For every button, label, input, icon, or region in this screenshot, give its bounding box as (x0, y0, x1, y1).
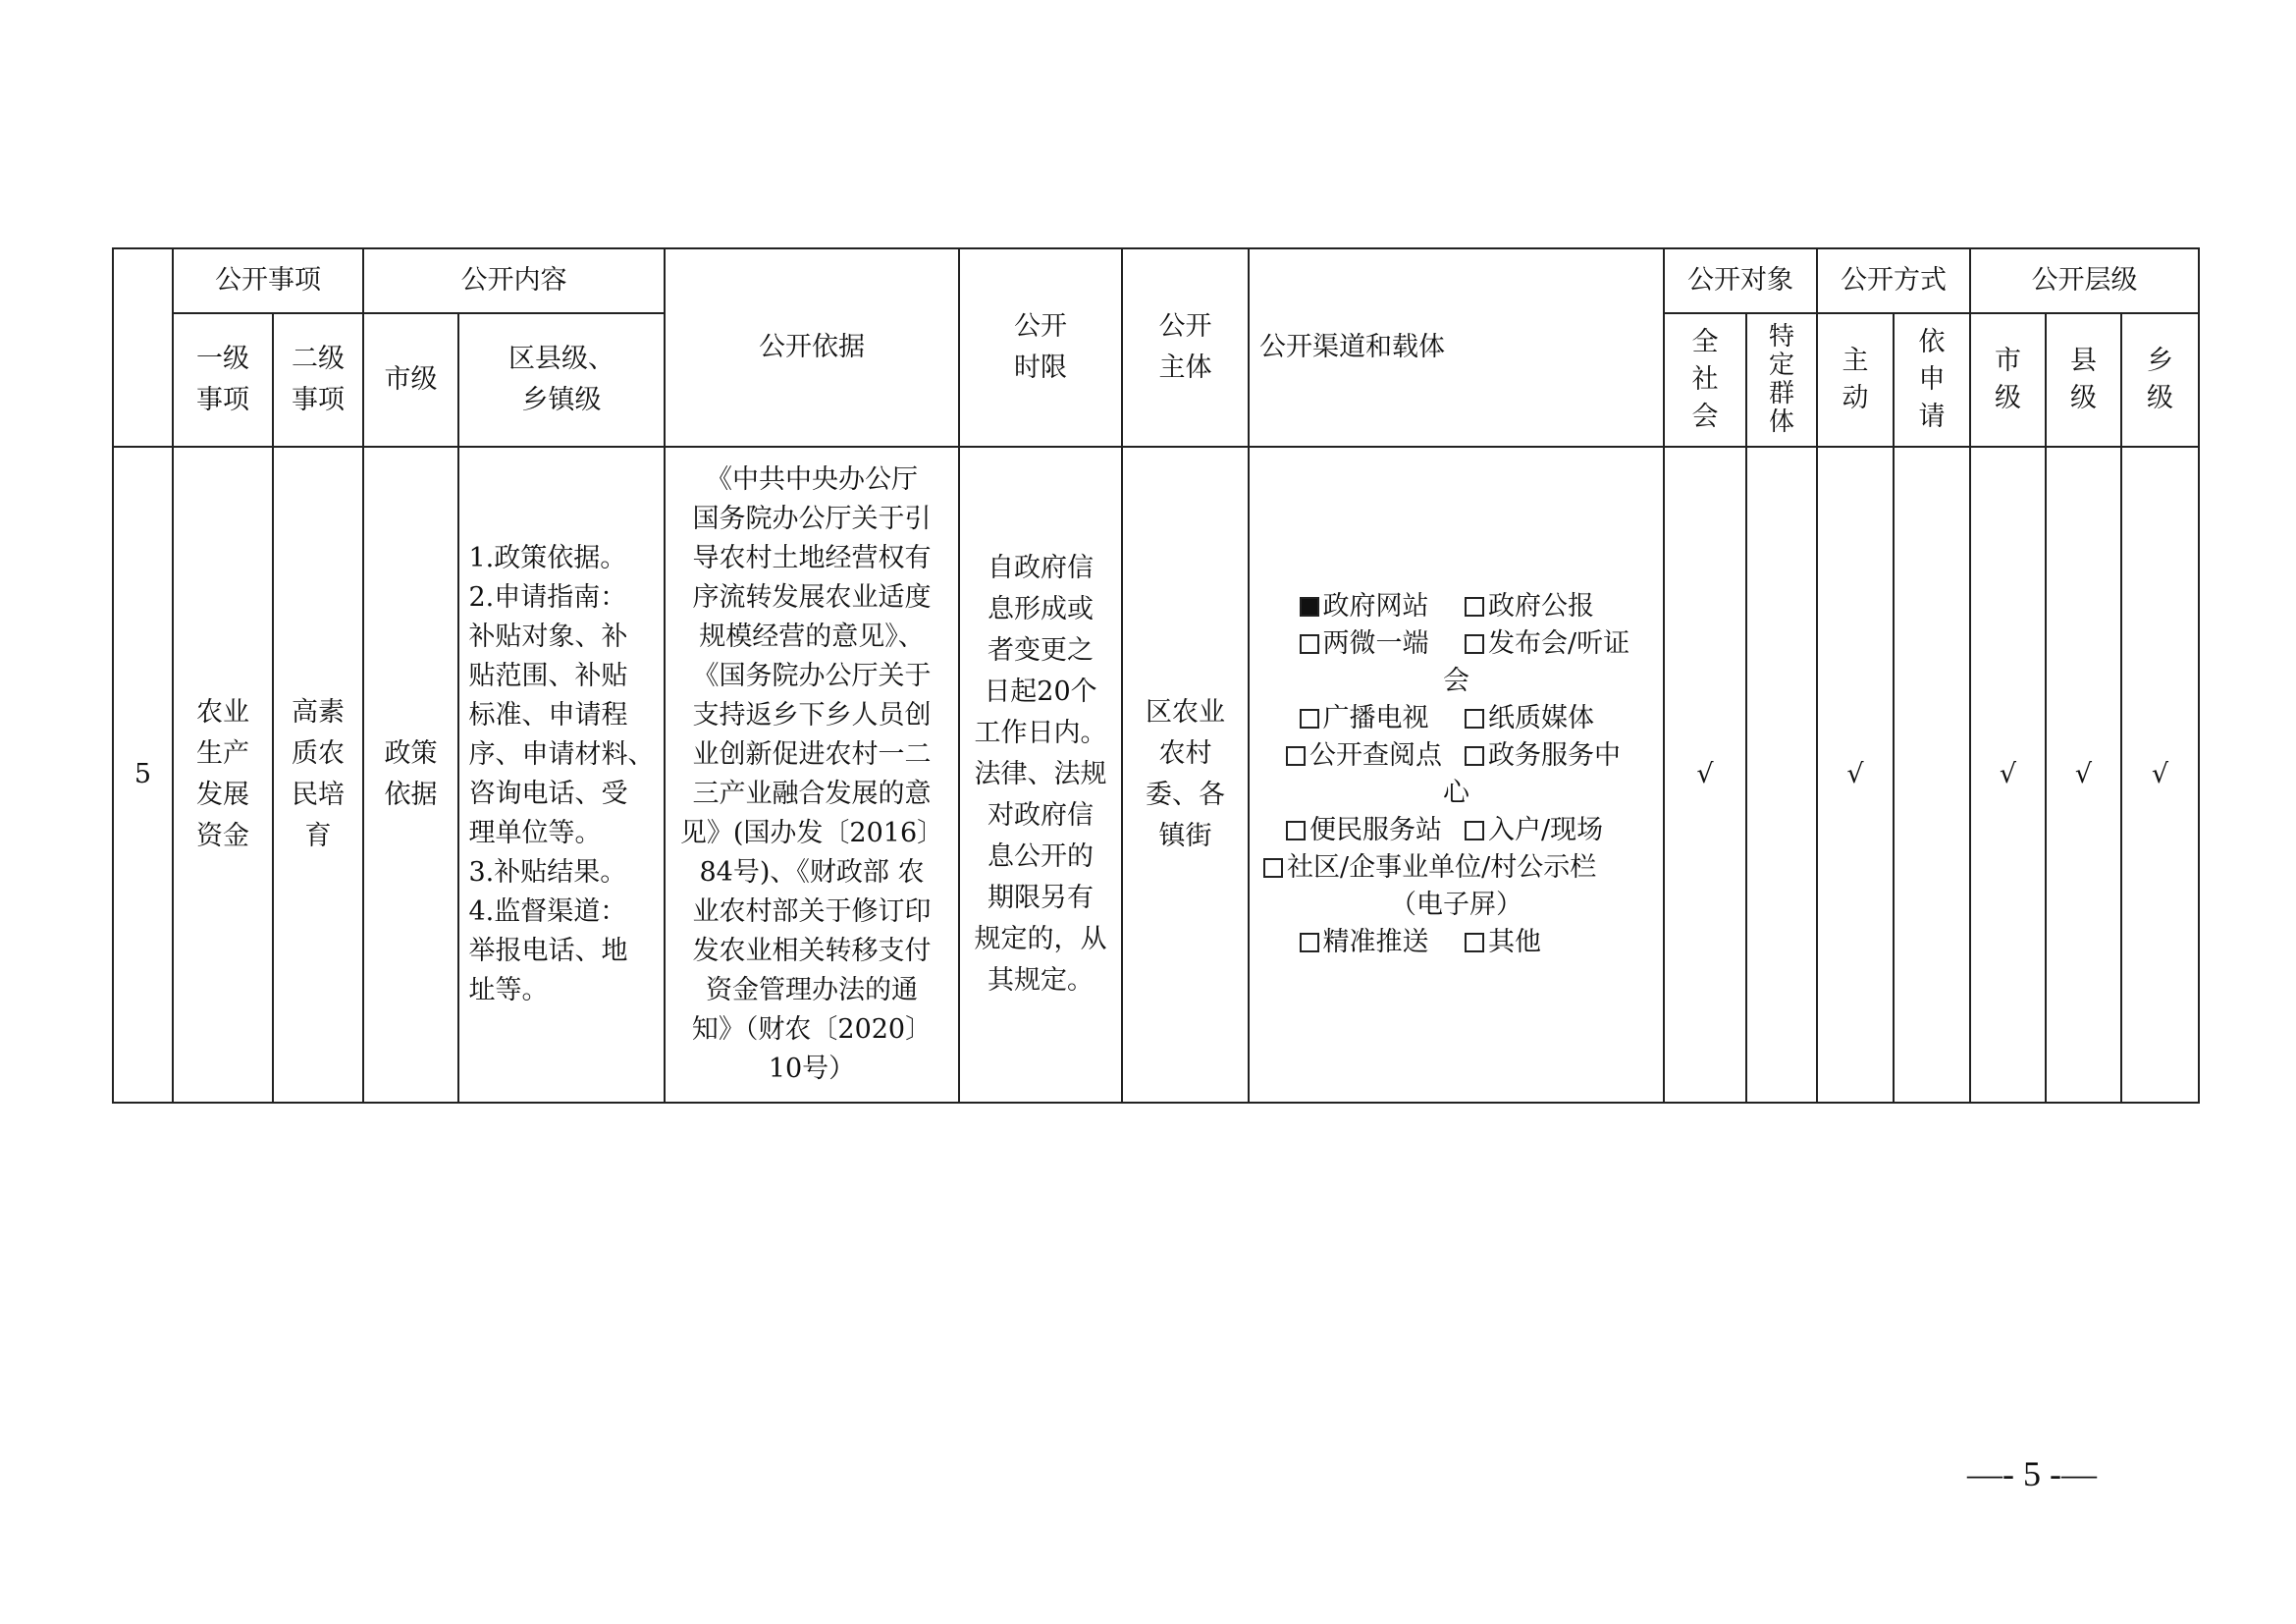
channel-item[interactable]: 便民服务站 (1263, 812, 1465, 849)
row-index: 5 (113, 447, 173, 1103)
header-gongkai-neirong: 公开内容 (363, 248, 665, 313)
channel-item[interactable]: 政府公报 (1465, 588, 1594, 625)
page-number: —- 5 -— (1967, 1454, 2097, 1493)
check-teding (1746, 447, 1817, 1103)
header-erji: 二级 事项 (273, 313, 363, 447)
channel-item[interactable]: 公开查阅点 (1263, 737, 1465, 775)
channel-wrap-text: 心 (1443, 778, 1469, 808)
channel-wrap-text: 会 (1443, 666, 1469, 696)
header-xian: 县 级 (2046, 313, 2121, 447)
header-gongkai-duixiang: 公开对象 (1664, 248, 1817, 313)
checkbox-empty-icon (1465, 597, 1484, 617)
header-quanshehui: 全 社 会 (1664, 313, 1746, 447)
channel-wrap-text: （电子屏） (1390, 890, 1522, 920)
row-shixian: 自政府信 息形成或 者变更之 日起20个 工作日内。 法律、法规 对政府信 息公开的 期限另有 规定的，从 其规定。 (959, 447, 1122, 1103)
header-shi: 市 级 (1970, 313, 2046, 447)
header-yiji: 一级 事项 (173, 313, 273, 447)
checkbox-empty-icon (1465, 933, 1484, 952)
channel-item[interactable]: 社区/企事业单位/村公示栏 (1263, 849, 1596, 887)
checkbox-empty-icon (1300, 634, 1319, 654)
checkbox-empty-icon (1465, 634, 1484, 654)
checkbox-empty-icon (1286, 821, 1306, 840)
header-yishenqing: 依 申 请 (1894, 313, 1970, 447)
check-xian: √ (2046, 447, 2121, 1103)
checkbox-empty-icon (1465, 709, 1484, 729)
row-yiju: 《中共中央办公厅 国务院办公厅关于引 导农村土地经营权有 序流转发展农业适度 规模经营的意见》、 《国务院办公厅关于 支持返乡下乡人员创 业创新促进农村一二 三产业融合发展的意 见》(国办发〔2016〕 84号)、《财政部 农 业农村部关于修订印 发农业相关转移支付 资金管理办法的通 知》（财农〔2020〕 10号） (665, 447, 959, 1103)
channel-item[interactable]: 其他 (1465, 924, 1541, 961)
header-gongkai-zhuti: 公开 主体 (1122, 248, 1249, 447)
header-index-cell (113, 248, 173, 447)
checkbox-empty-icon (1300, 933, 1319, 952)
header-quxianji: 区县级、 乡镇级 (458, 313, 665, 447)
check-xiang: √ (2121, 447, 2199, 1103)
row-quxianji-cell (458, 447, 665, 1103)
header-gongkai-cengji: 公开层级 (1970, 248, 2199, 313)
header-zhudong: 主 动 (1817, 313, 1894, 447)
channel-item[interactable]: 政府网站 (1263, 588, 1465, 625)
header-gongkai-shixiang: 公开事项 (173, 248, 363, 313)
row-quxianji: 1.政策依据。 2.申请指南： 补贴对象、补 贴范围、补贴 标准、申请程 序、申请材料、 咨询电话、受 理单位等。 3.补贴结果。 4.监督渠道： 举报电话、地 址等。 (468, 543, 655, 1005)
checkbox-empty-icon (1465, 746, 1484, 766)
channel-list (1249, 447, 1664, 1103)
channel-item[interactable]: 政务服务中 (1465, 737, 1621, 775)
checkbox-checked-icon (1300, 597, 1319, 617)
channel-item[interactable]: 发布会/听证 (1465, 625, 1629, 663)
row-yiji: 农业 生产 发展 资金 (173, 447, 273, 1103)
check-shi: √ (1970, 447, 2046, 1103)
header-xiang: 乡 级 (2121, 313, 2199, 447)
disclosure-table (112, 247, 2200, 1104)
row-shiji: 政策 依据 (363, 447, 458, 1103)
channel-item[interactable]: 两微一端 (1263, 625, 1465, 663)
row-zhuti: 区农业 农村 委、各 镇街 (1122, 447, 1249, 1103)
header-gongkai-shixian: 公开 时限 (959, 248, 1122, 447)
checkbox-empty-icon (1465, 821, 1484, 840)
header-shiji: 市级 (363, 313, 458, 447)
channel-item[interactable]: 入户/现场 (1465, 812, 1603, 849)
header-teding: 特 定 群 体 (1746, 313, 1817, 447)
row-erji: 高素 质农 民培 育 (273, 447, 363, 1103)
channel-item[interactable]: 广播电视 (1263, 700, 1465, 737)
header-gongkai-qudao: 公开渠道和载体 (1249, 248, 1664, 447)
check-zhudong: √ (1817, 447, 1894, 1103)
header-gongkai-fangshi: 公开方式 (1817, 248, 1970, 313)
channel-item[interactable]: 精准推送 (1263, 924, 1465, 961)
table-row (113, 447, 2199, 1103)
check-quanshehui: √ (1664, 447, 1746, 1103)
header-gongkai-yiju: 公开依据 (665, 248, 959, 447)
checkbox-empty-icon (1286, 746, 1306, 766)
checkbox-empty-icon (1263, 858, 1283, 878)
checkbox-empty-icon (1300, 709, 1319, 729)
check-yishenqing (1894, 447, 1970, 1103)
channel-item[interactable]: 纸质媒体 (1465, 700, 1594, 737)
